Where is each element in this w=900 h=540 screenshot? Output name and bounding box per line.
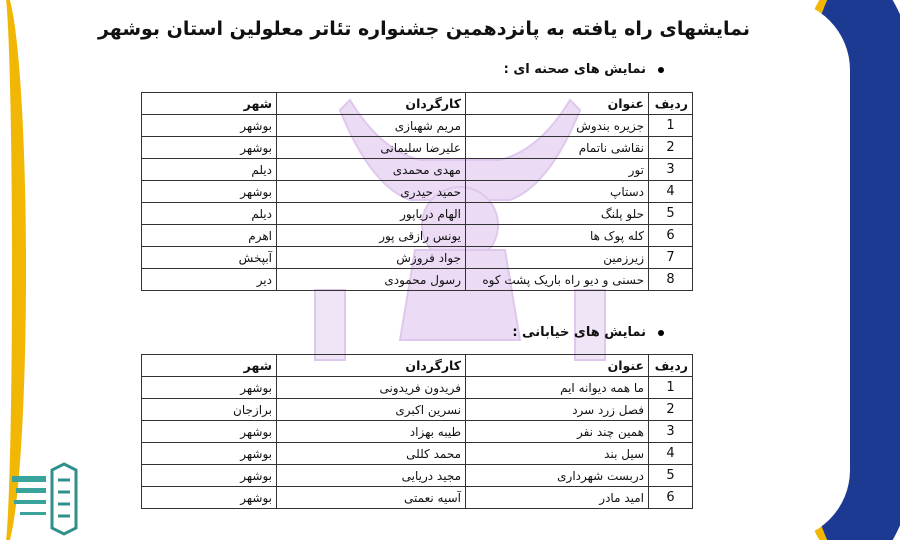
- cell-title: همین چند نفر: [466, 421, 649, 443]
- table-row: [142, 465, 693, 487]
- cell-title: دربست شهرداری: [466, 465, 649, 487]
- cell-director: طیبه بهزاد: [277, 421, 466, 443]
- cell-title: زیرزمین: [466, 247, 649, 269]
- cell-index: 2: [649, 399, 693, 421]
- cell-director: نسرین اکبری: [277, 399, 466, 421]
- table-row: [142, 225, 693, 247]
- stage-shows-table: [141, 92, 693, 291]
- cell-city: بوشهر: [142, 487, 277, 509]
- cell-director: فریدون فریدونی: [277, 377, 466, 399]
- table-row: [142, 421, 693, 443]
- cell-city: دیلم: [142, 159, 277, 181]
- cell-city: اهرم: [142, 225, 277, 247]
- cell-director: حمید حیدری: [277, 181, 466, 203]
- table-row: [142, 203, 693, 225]
- cell-title: حلو پلنگ: [466, 203, 649, 225]
- cell-director: مریم شهبازی: [277, 115, 466, 137]
- cell-director: جواد فروزش: [277, 247, 466, 269]
- cell-title: تور: [466, 159, 649, 181]
- cell-title: دستاپ: [466, 181, 649, 203]
- table-row: [142, 377, 693, 399]
- cell-index: 4: [649, 181, 693, 203]
- table-row: [142, 269, 693, 291]
- cell-index: 1: [649, 115, 693, 137]
- cell-index: 1: [649, 377, 693, 399]
- cell-title: فصل زرد سرد: [466, 399, 649, 421]
- cell-title: سیل بند: [466, 443, 649, 465]
- cell-title: حسنی و دیو راه باریک پشت کوه: [466, 269, 649, 291]
- header-title: عنوان: [466, 93, 649, 115]
- section-heading-stage: [504, 62, 664, 77]
- iran-theater-logo-icon: [6, 458, 90, 536]
- cell-city: دیلم: [142, 203, 277, 225]
- table-row: [142, 115, 693, 137]
- cell-director: محمد کللی: [277, 443, 466, 465]
- street-shows-table: [141, 354, 693, 509]
- table-row: [142, 487, 693, 509]
- cell-city: بوشهر: [142, 421, 277, 443]
- cell-city: بوشهر: [142, 465, 277, 487]
- cell-director: آسیه نعمتی: [277, 487, 466, 509]
- header-director: کارگردان: [277, 355, 466, 377]
- table-row: [142, 247, 693, 269]
- page-title: نمایشهای راه یافته به پانزدهمین جشنواره تئاتر معلولین استان بوشهر: [97, 18, 750, 40]
- table-row: [142, 399, 693, 421]
- cell-city: آبپخش: [142, 247, 277, 269]
- cell-title: جزیره بندوش: [466, 115, 649, 137]
- cell-title: نقاشی ناتمام: [466, 137, 649, 159]
- cell-index: 5: [649, 465, 693, 487]
- table-header-row: [142, 355, 693, 377]
- cell-director: رسول محمودی: [277, 269, 466, 291]
- cell-title: ما همه دیوانه ایم: [466, 377, 649, 399]
- header-director: کارگردان: [277, 93, 466, 115]
- header-index: ردیف: [649, 93, 693, 115]
- cell-index: 7: [649, 247, 693, 269]
- cell-city: بوشهر: [142, 181, 277, 203]
- cell-index: 6: [649, 225, 693, 247]
- cell-director: الهام دریاپور: [277, 203, 466, 225]
- cell-index: 5: [649, 203, 693, 225]
- cell-city: بوشهر: [142, 115, 277, 137]
- cell-index: 4: [649, 443, 693, 465]
- bullet-icon: [658, 67, 664, 73]
- cell-index: 3: [649, 421, 693, 443]
- section-heading-street: [512, 325, 664, 340]
- header-index: ردیف: [649, 355, 693, 377]
- cell-city: دیر: [142, 269, 277, 291]
- cell-city: برازجان: [142, 399, 277, 421]
- table-row: [142, 443, 693, 465]
- header-title: عنوان: [466, 355, 649, 377]
- cell-index: 8: [649, 269, 693, 291]
- section-heading-text: نمایش های صحنه ای :: [503, 62, 646, 77]
- cell-city: بوشهر: [142, 443, 277, 465]
- cell-city: بوشهر: [142, 377, 277, 399]
- header-city: شهر: [142, 93, 277, 115]
- cell-index: 6: [649, 487, 693, 509]
- cell-title: امید مادر: [466, 487, 649, 509]
- cell-index: 2: [649, 137, 693, 159]
- cell-director: علیرضا سلیمانی: [277, 137, 466, 159]
- cell-city: بوشهر: [142, 137, 277, 159]
- table-row: [142, 159, 693, 181]
- section-heading-text: نمایش های خیابانی :: [512, 325, 646, 340]
- table-row: [142, 181, 693, 203]
- cell-director: یونس رازقی پور: [277, 225, 466, 247]
- cell-index: 3: [649, 159, 693, 181]
- table-header-row: [142, 93, 693, 115]
- cell-director: مهدی محمدی: [277, 159, 466, 181]
- bullet-icon: [658, 330, 664, 336]
- cell-director: مجید دریایی: [277, 465, 466, 487]
- cell-title: کله پوک ها: [466, 225, 649, 247]
- table-row: [142, 137, 693, 159]
- header-city: شهر: [142, 355, 277, 377]
